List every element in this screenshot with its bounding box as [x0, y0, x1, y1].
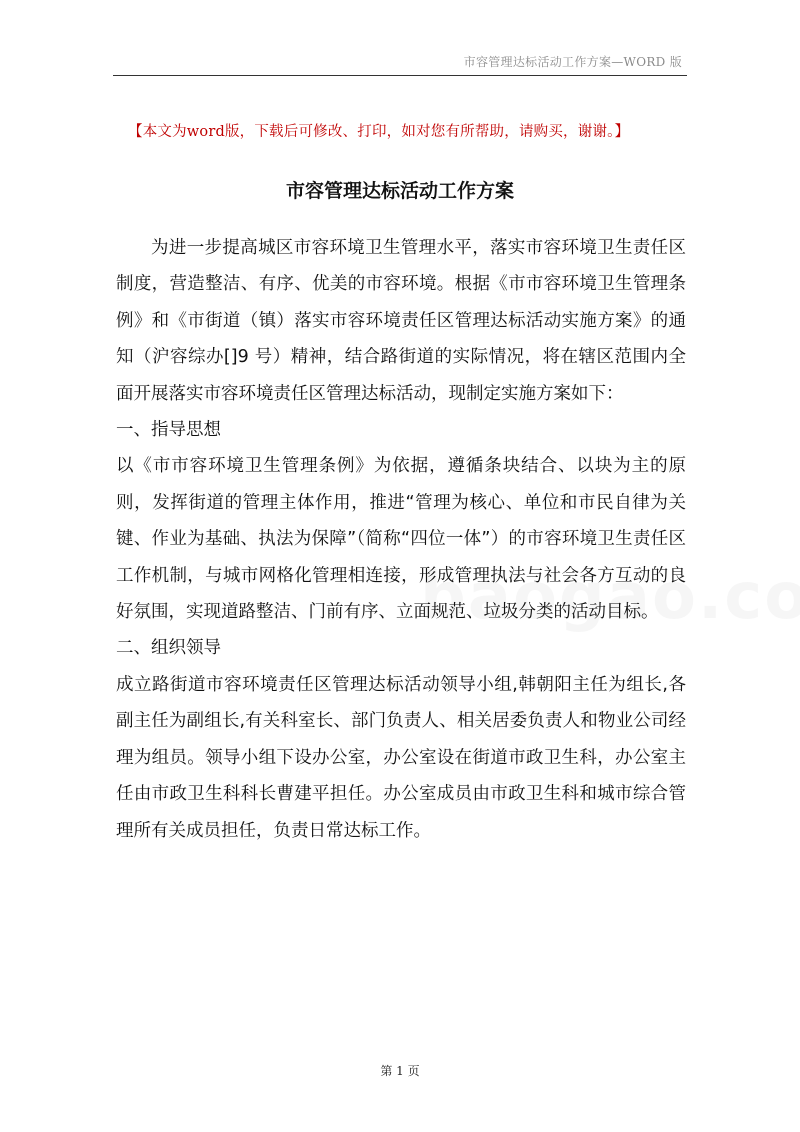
- download-notice: 【本文为word版，下载后可修改、打印，如对您有所帮助，请购买，谢谢。】: [128, 124, 630, 140]
- guiding-ideology-paragraph: 以《市市容环境卫生管理条例》为依据，遵循条块结合、以块为主的原则，发挥街道的管理主体作用，推进“管理为核心、单位和市民自律为关键、作业为基础、执法为保障”（简称“四位一体”）的市容环境卫生责任区工作机制，与城市网格化管理相连接，形成管理执法与社会各方互动的良好氛围，实现道路整洁、门前有序、立面规范、垃圾分类的活动目标。: [116, 456, 686, 623]
- header-divider: [113, 75, 687, 76]
- section-heading-organization: 二、组织领导: [116, 638, 221, 659]
- document-title: 市容管理达标活动工作方案: [285, 180, 514, 202]
- document-body: [116, 230, 686, 849]
- section-heading-guiding-ideology: 一、指导思想: [116, 420, 221, 441]
- intro-paragraph: 为进一步提高城区市容环境卫生管理水平，落实市容环境卫生责任区制度，营造整洁、有序、优美的市容环境。根据《市市容环境卫生管理条例》和《市街道（镇）落实市容环境责任区管理达标活动实施方案》的通知（沪容综办[]9 号）精神，结合路街道的实际情况，将在辖区范围内全面开展落实市容环境责任区管理达标活动，现制定实施方案如下：: [116, 238, 686, 404]
- running-header: 市容管理达标活动工作方案—WORD 版: [463, 55, 682, 69]
- organization-paragraph: 成立路街道市容环境责任区管理达标活动领导小组,韩朝阳主任为组长,各副主任为副组长,有关科室长、部门负责人、相关居委负责人和物业公司经理为组员。领导小组下设办公室，办公室设在街道市政卫生科，办公室主任由市政卫生科科长曹建平担任。办公室成员由市政卫生科和城市综合管理所有关成员担任，负责日常达标工作。: [116, 674, 686, 841]
- page-number: 第 1 页: [380, 1064, 420, 1078]
